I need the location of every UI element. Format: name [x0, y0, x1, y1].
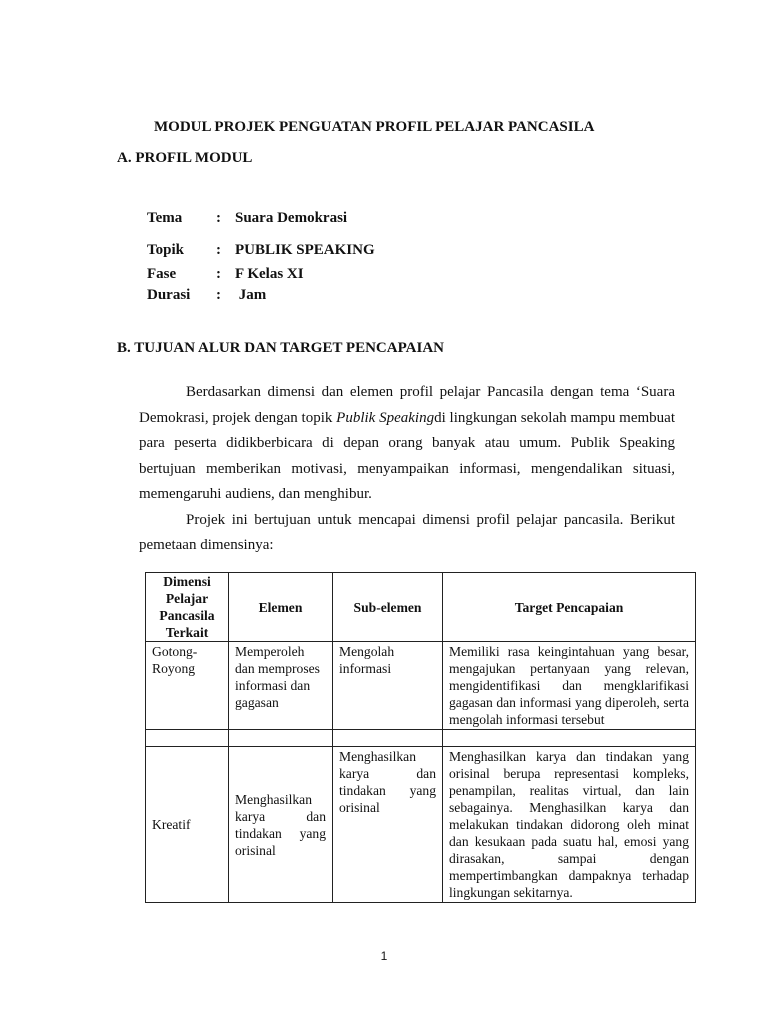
section-b-heading: B. TUJUAN ALUR DAN TARGET PENCAPAIAN: [117, 340, 444, 356]
paragraph-2: Projek ini bertujuan untuk mencapai dimensi profil pelajar pancasila. Berikut pemetaan dimensinya:: [139, 511, 675, 553]
paragraph-1-text-a: Berdasarkan dimensi dan elemen profil pelajar Pancasila dengan tema ‘Suara Demokrasi, projek dengan topik: [139, 384, 675, 426]
section-a-heading: A. PROFIL MODUL: [117, 150, 253, 166]
table-header: Target Pencapaian: [443, 573, 696, 642]
meta-label-tema: Tema: [147, 210, 183, 226]
meta-label-topik: Topik: [147, 242, 184, 258]
table-cell: Menghasilkan karya dan tindakan yang orisinal: [333, 747, 443, 903]
table-cell: [333, 730, 443, 747]
table-cell: [229, 730, 333, 747]
table-cell: [146, 730, 229, 747]
body-text: [139, 380, 675, 559]
document-title: MODUL PROJEK PENGUATAN PROFIL PELAJAR PANCASILA: [154, 119, 595, 135]
table-cell: Memperoleh dan memproses informasi dan gagasan: [229, 642, 333, 730]
table-cell: Menghasilkan karya dan tindakan yang orisinal: [229, 747, 333, 903]
table-header: Sub-elemen: [333, 573, 443, 642]
dimension-table: [145, 572, 696, 903]
meta-label-fase: Fase: [147, 266, 177, 282]
table-header: Elemen: [229, 573, 333, 642]
meta-value-tema: Suara Demokrasi: [235, 210, 348, 226]
meta-sep: :: [216, 287, 221, 303]
meta-value-durasi: Jam: [235, 287, 267, 303]
table-row: [146, 730, 696, 747]
table-header: Dimensi Pelajar Pancasila Terkait: [146, 573, 229, 642]
table-cell: Kreatif: [146, 747, 229, 903]
paragraph-1-text-b: di lingkungan sekolah mampu membuat para peserta didikberbicara di depan orang banyak atau umum. Publik Speaking bertujuan memberikan motivasi, menyampaikan informasi, mengendalikan situasi, memengaruhi audiens, dan menghibur.: [139, 409, 675, 502]
table-cell: Menghasilkan karya dan tindakan yang orisinal berupa representasi kompleks, penampilan, realitas virtual, dan lain sebagainya. Menghasilkan karya dan melakukan tindakan didorong oleh minat dan kesukaan pada suatu hal, emosi yang dirasakan, sampai dengan mempertimbangkan dampaknya terhadap lingkungan sekitarnya.: [443, 747, 696, 903]
meta-sep: :: [216, 210, 221, 226]
page-number: 1: [380, 949, 388, 963]
table-row: [146, 642, 696, 730]
meta-value-fase: F Kelas XI: [235, 266, 304, 282]
meta-sep: :: [216, 242, 221, 258]
meta-label-durasi: Durasi: [147, 287, 191, 303]
table-cell: Memiliki rasa keingintahuan yang besar, mengajukan pertanyaan yang relevan, mengidentifikasi dan mengklarifikasi gagasan dan informasi yang diperoleh, serta mengolah informasi tersebut: [443, 642, 696, 730]
table-row: [146, 747, 696, 903]
table-header-row: [146, 573, 696, 642]
paragraph-1: [139, 380, 675, 508]
table-cell: Mengolah informasi: [333, 642, 443, 730]
table-cell: Gotong-Royong: [146, 642, 229, 730]
meta-sep: :: [216, 266, 221, 282]
table-cell: [443, 730, 696, 747]
paragraph-1-emphasis: Publik Speaking: [336, 409, 435, 426]
meta-value-topik: PUBLIK SPEAKING: [235, 242, 375, 258]
